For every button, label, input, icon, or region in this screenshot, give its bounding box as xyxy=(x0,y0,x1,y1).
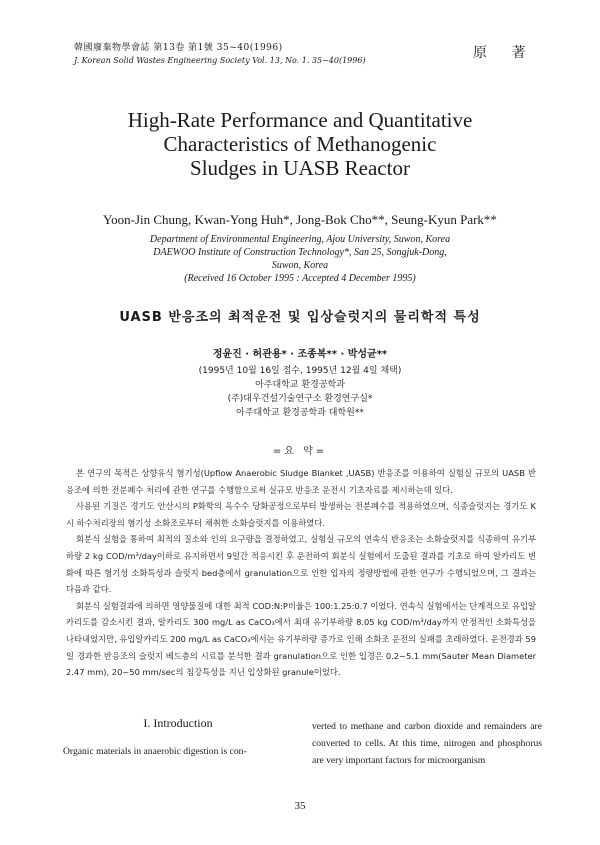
introduction-text-left: Organic materials in anaerobic digestion is con- xyxy=(63,746,247,757)
korean-title: UASB 반응조의 최적운전 및 입상슬럿지의 물리학적 특성 xyxy=(119,310,481,325)
korean-affiliation: (주)대우건설기술연구소 환경연구실* xyxy=(227,394,373,404)
title-line: Sludges in UASB Reactor xyxy=(190,156,410,180)
paper-title xyxy=(100,108,500,180)
title-line: Characteristics of Methanogenic xyxy=(163,132,437,156)
author-list: Yoon-Jin Chung, Kwan-Yong Huh*, Jong-Bok Cho**, Seung-Kyun Park** xyxy=(103,212,497,227)
abstract-paragraph: 회분식 실험결과에 의하면 영양물질에 대한 최적 COD:N:P비율은 100:1.25:0.7 이었다. 연속식 실험에서는 단계적으로 유입알카리도를 감소시킨 결과, 알카리도 300 mg/L as CaCO₃에서 최대 유기부하량 8.05 kg COD/m³/day까지 안정적인 소화특성을 나타내었지만, 유입알카리도 200 mg/L as CaCO₃에서는 유기부하량 증가로 인해 소화조 운전의 실패를 초래하였다. 운전경과 59일 경과한 반응조의 슬럿지 베드층의 시료를 분석한 결과 granulation으로 인한 입경은 0.2~5.1 mm(Sauter Mean Diameter 2.47 mm), 20~50 mm/sec의 침강특성을 지닌 입상화된 granule이었다. xyxy=(66,600,536,678)
section-label: 原 著 xyxy=(473,45,536,61)
journal-korean-citation: 韓國廢棄物學會誌 第13卷 第1號 35~40(1996) xyxy=(74,43,283,53)
abstract-paragraph: 사용된 기질은 경기도 안산시의 P화학의 옥수수 당화공정으로부터 발생하는 전분폐수를 적용하였으며, 식종슬럿지는 경기도 K시 하수처리장의 혐기성 소화조로부터 채취한 소화슬럿지를 이용하였다. xyxy=(66,501,536,528)
abstract-paragraph: 본 연구의 목적은 상향유식 혐기성(Upflow Anaerobic Sludge Blanket ,UASB) 반응조를 이용하여 실험실 규모의 UASB 반응조에 의한 전분폐수 처리에 관한 연구를 수행함으로써 실규모 반응조 운전시 기초자료를 제시하는데 있다. xyxy=(66,468,536,495)
title-line: High-Rate Performance and Quantitative xyxy=(127,108,473,132)
journal-header xyxy=(74,40,534,65)
introduction-heading: I. Introduction xyxy=(143,716,213,730)
received-dates: (Received 16 October 1995 : Accepted 4 December 1995) xyxy=(184,273,416,284)
korean-affiliation: 아주대학교 환경공학과 xyxy=(255,380,345,390)
korean-affiliation: 아주대학교 환경공학과 대학원** xyxy=(236,408,364,418)
korean-dates: (1995년 10월 16일 접수, 1995년 12월 4일 채택) xyxy=(198,366,402,376)
abstract-body xyxy=(66,465,536,681)
page-number: 35 xyxy=(294,800,306,812)
affiliation-line: Suwon, Korea xyxy=(271,260,329,271)
korean-author-names: 정윤진 · 허관용* · 조종복** · 박성균** xyxy=(212,349,388,360)
left-column xyxy=(63,716,293,760)
journal-english-citation: J. Korean Solid Wastes Engineering Society Vol. 13, No. 1. 35~40(1996) xyxy=(74,56,366,65)
right-column xyxy=(312,718,542,769)
affiliations xyxy=(100,233,500,285)
abstract-paragraph: 회분식 실험을 통하여 최적의 질소와 인의 요구량을 결정하였고, 실험실 규모의 연속식 반응조는 소화슬럿지를 식종하여 유기부하량 2 kg COD/m³/day이하로 유지하면서 9일간 적응시킨 후 운전하여 회분식 실험에서 도출된 결과를 기초로 하여 알카리도 변화에 따른 혐기성 소화특성과 슬럿지 bed층에서 granulation으로 인한 입자의 정량방법에 관한 연구가 수행되었으며, 그 결과는 다음과 같다. xyxy=(66,534,536,595)
affiliation-line: Department of Environmental Engineering, Ajou University, Suwon, Korea xyxy=(149,234,451,245)
affiliation-line: DAEWOO Institute of Construction Technology*, San 25, Songjuk-Dong, xyxy=(153,247,447,258)
introduction-text-right: verted to methane and carbon dioxide and remainders are converted to cells. At this time, nitrogen and phosphorus are very important factors for microorganism xyxy=(312,721,542,766)
korean-author-block xyxy=(150,348,450,420)
abstract-heading: =요 약= xyxy=(272,446,328,457)
